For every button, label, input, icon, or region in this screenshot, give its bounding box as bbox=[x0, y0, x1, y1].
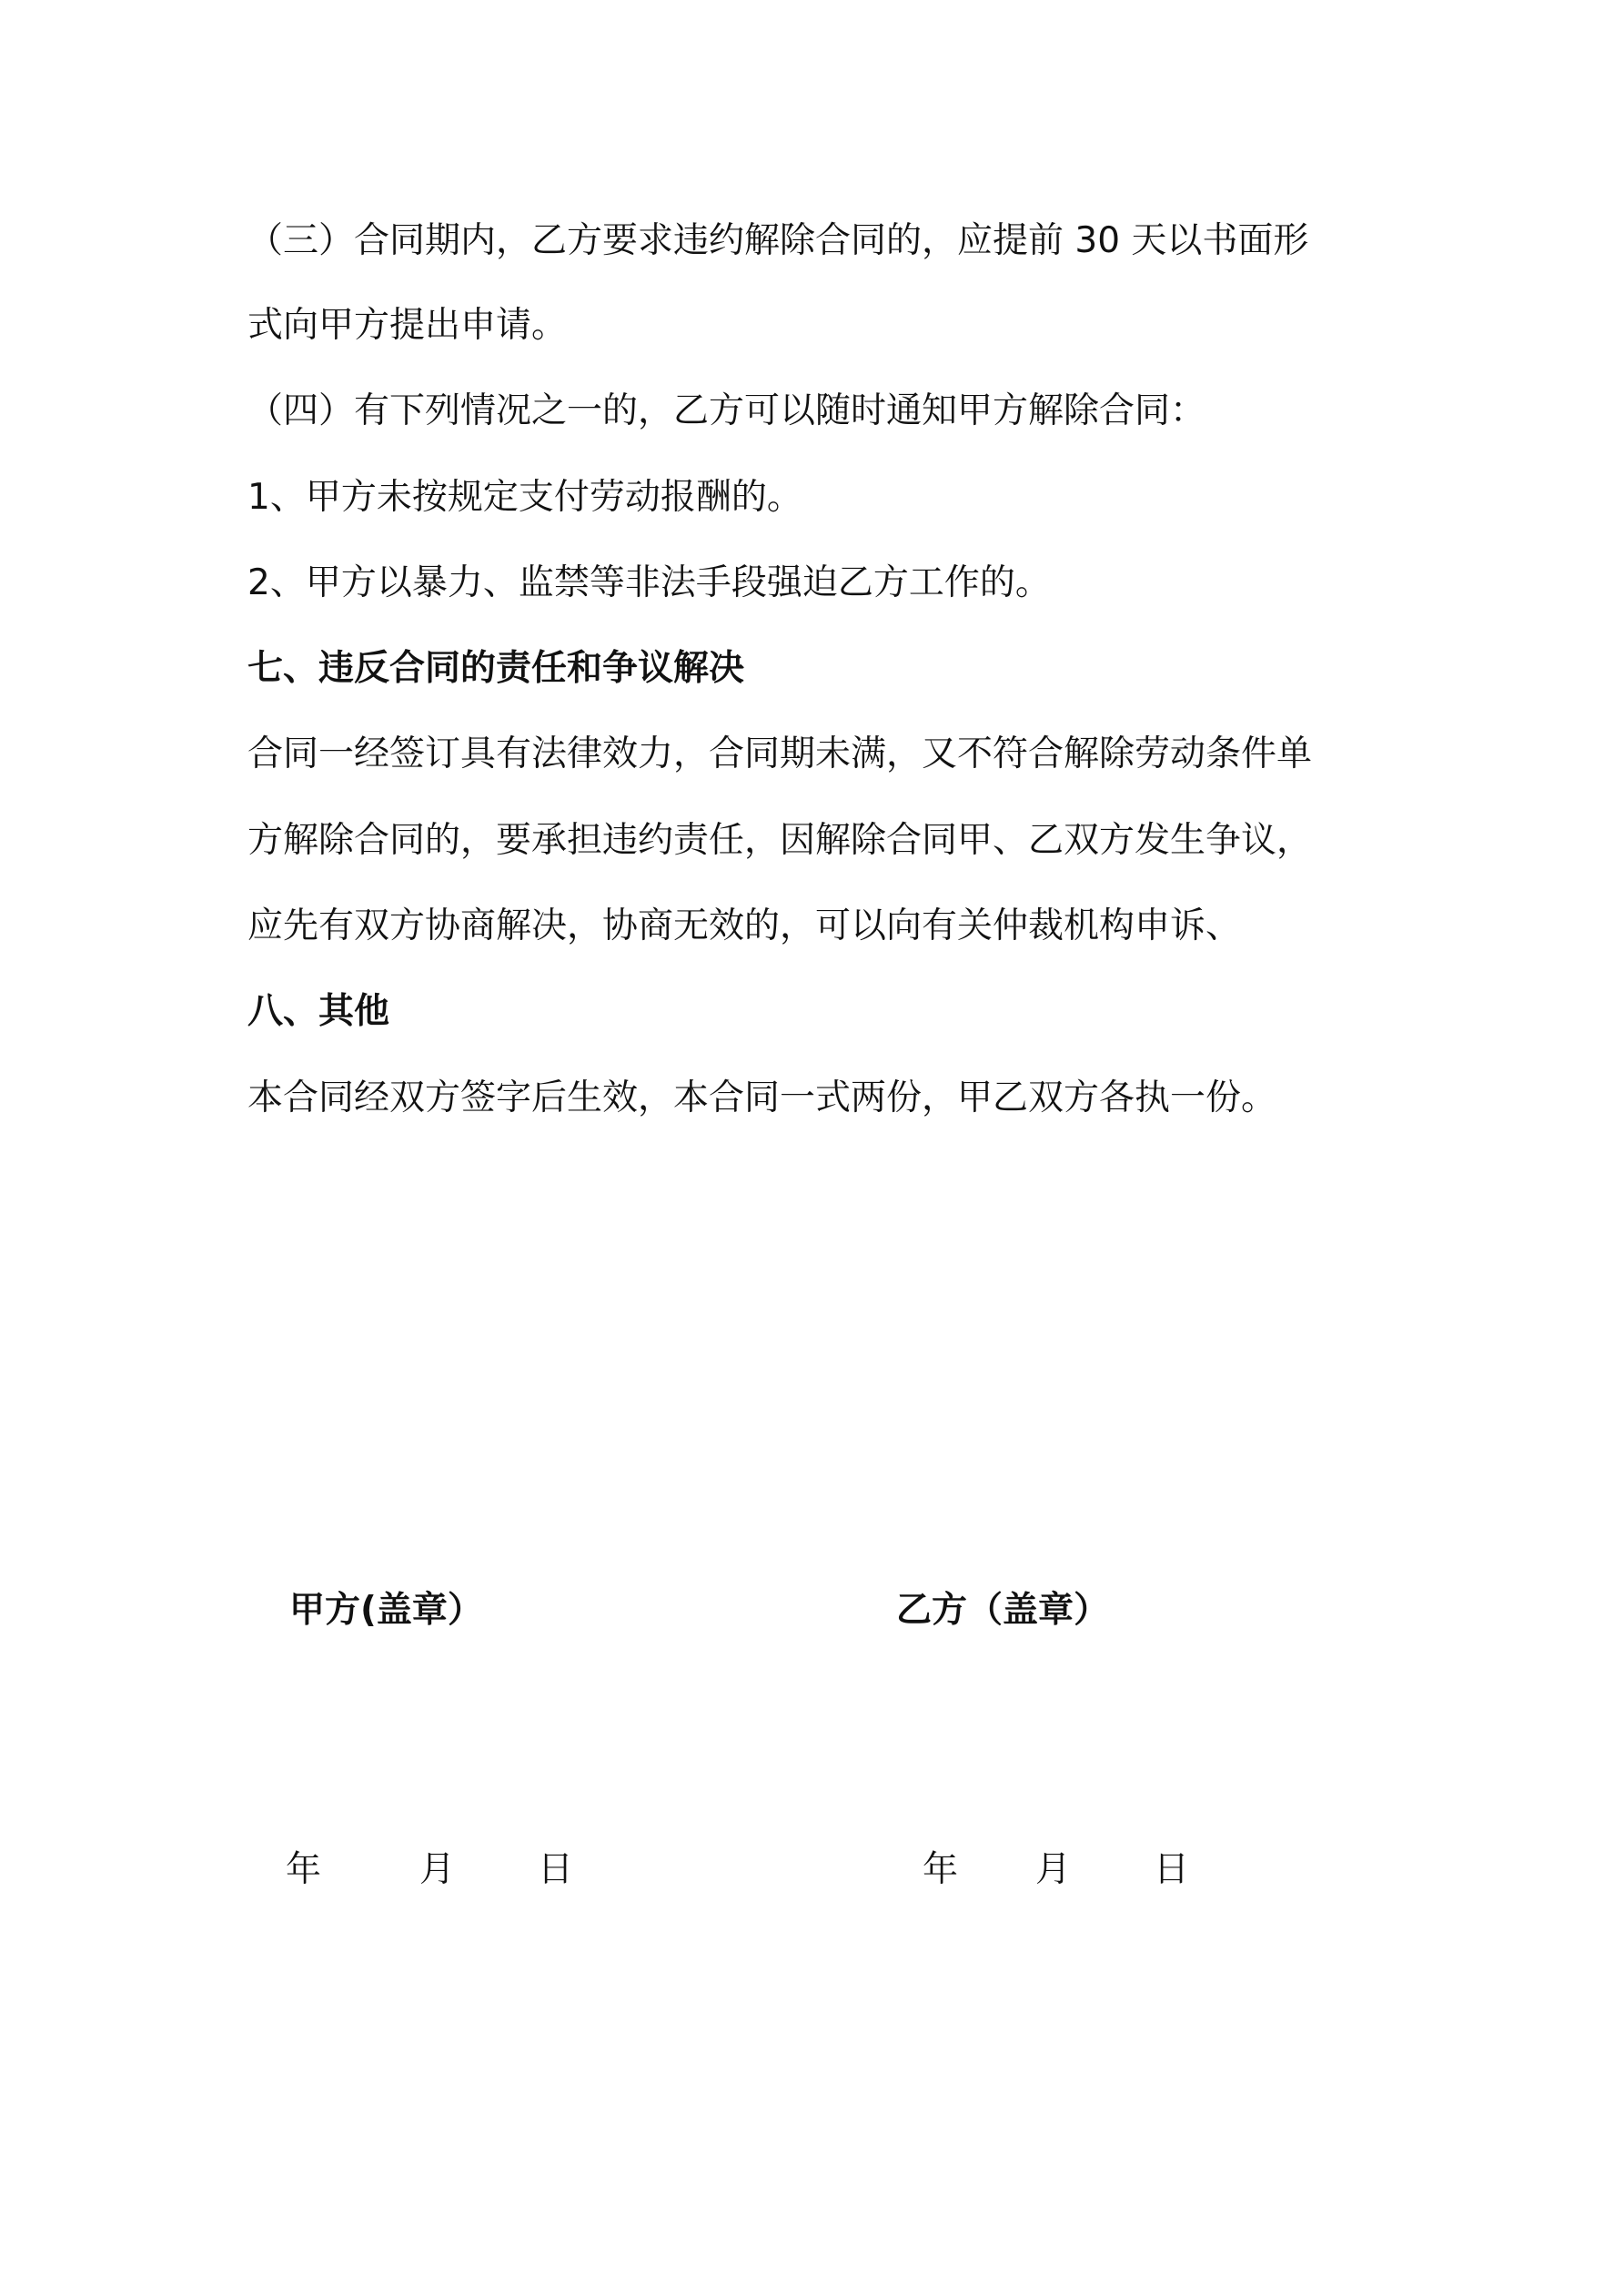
clause-4-item-1: 1、甲方未按规定支付劳动报酬的。 bbox=[247, 477, 802, 518]
section-8-heading: 八、其他 bbox=[247, 991, 390, 1032]
party-b-date-year: 年 bbox=[923, 1849, 959, 1890]
clause-3-line-2: 式向甲方提出申请。 bbox=[247, 305, 568, 346]
party-a-seal-label: 甲方(盖章） bbox=[289, 1590, 483, 1631]
section-7-line-3: 应先有双方协商解决，协商无效的，可以向有关仲裁机构申诉、 bbox=[247, 905, 1242, 946]
section-7-line-2: 方解除合同的，要承担违约责任，因解除合同甲、乙双方发生争议， bbox=[247, 820, 1313, 861]
party-b-seal-label: 乙方（盖章） bbox=[896, 1590, 1110, 1631]
section-7-heading: 七、违反合同的责任和争议解决 bbox=[247, 648, 745, 689]
section-8-line-1: 本合同经双方签字后生效，本合同一式两份，甲乙双方各执一份。 bbox=[247, 1077, 1277, 1118]
clause-4-line: （四）有下列情况之一的，乙方可以随时通知甲方解除合同： bbox=[247, 390, 1206, 431]
clause-3-line-1: （三）合同期内，乙方要求违约解除合同的，应提前 30 天以书面形 bbox=[247, 220, 1309, 261]
party-a-date-month: 月 bbox=[419, 1849, 456, 1890]
party-a-date-day: 日 bbox=[538, 1849, 574, 1890]
section-7-line-1: 合同一经签订具有法律效力，合同期未满，又不符合解除劳动条件单 bbox=[247, 733, 1313, 774]
clause-4-item-2: 2、甲方以暴力、监禁等非法手段强迫乙方工作的。 bbox=[247, 562, 1051, 603]
party-b-date-day: 日 bbox=[1154, 1849, 1190, 1890]
party-a-date-year: 年 bbox=[286, 1849, 322, 1890]
party-b-date-month: 月 bbox=[1035, 1849, 1072, 1890]
